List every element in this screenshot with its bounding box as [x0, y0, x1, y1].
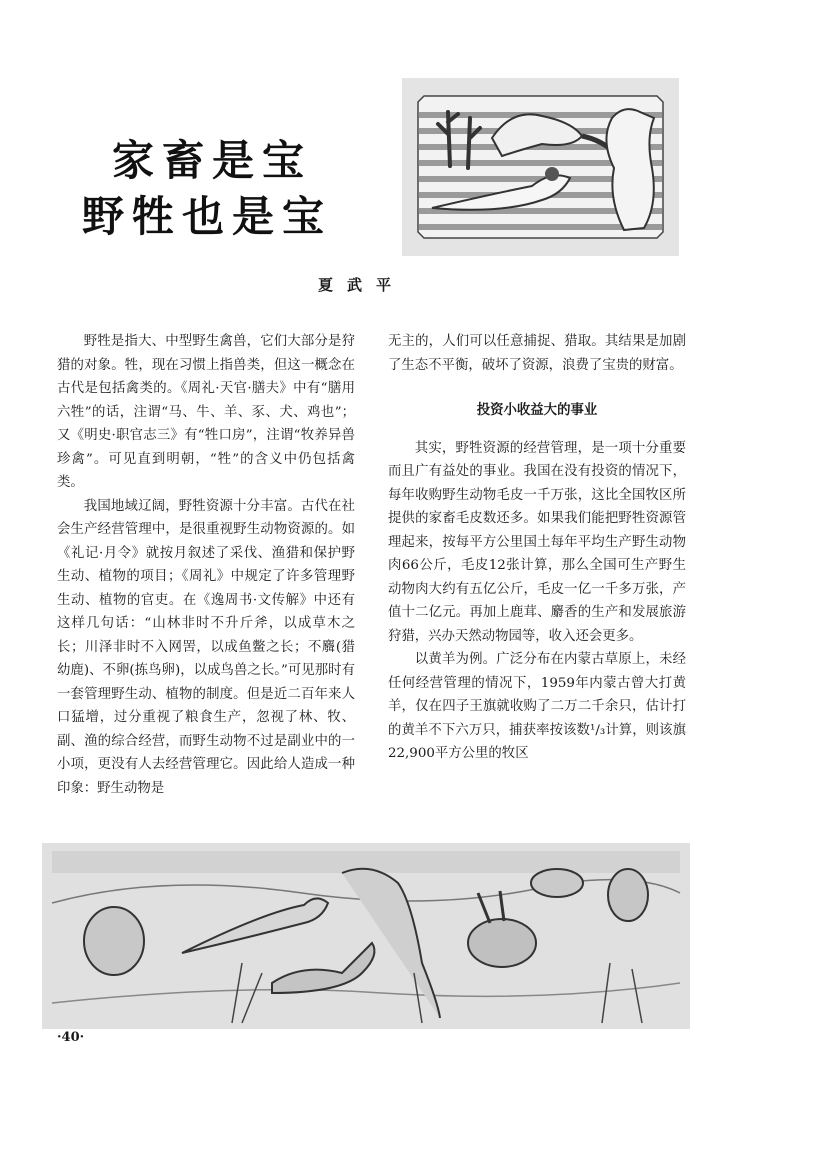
text-column-right	[388, 330, 686, 766]
paragraph-3: 其实，野牲资源的经营管理，是一项十分重要而且广有益处的事业。我国在没有投资的情况下，每年收购野生动物毛皮一千万张，这比全国牧区所提供的家畜毛皮数还多。如果我们能把野牲资源管理起来，按每平方公里国土每年平均生产野生动物肉66公斤，毛皮12张计算，那么全国可生产野生动物肉大约有五亿公斤，毛皮一亿一千多万张，产值十二亿元。再加上鹿茸、麝香的生产和发展旅游狩猎，兴办天然动物园等，收入还会更多。	[388, 440, 686, 644]
marmot-icon	[84, 907, 144, 975]
bottom-illustration	[42, 843, 690, 1029]
paragraph-2: 我国地域辽阔，野牲资源十分丰富。古代在社会生产经营管理中，是很重视野生动物资源的。如《礼记·月令》就按月叙述了采伐、渔猎和保护野生动、植物的项目；《周礼》中规定了许多管理野生动、植物的官吏。在《逸周书·文传解》中还有这样几句话：“山林非时不升斤斧，以成草木之长；川泽非时不入网罟，以成鱼鳖之长；不麛(猎幼鹿)、不卵(拣鸟卵)，以成鸟兽之长。”可见那时有一套管理野生动、植物的制度。但是近二百年来人口猛增，过分重视了粮食生产，忽视了林、牧、副、渔的综合经营，而野生动物不过是副业中的一小项，更没有人去经营管理它。因此给人造成一种印象：野生动物是	[57, 498, 355, 796]
top-illustration	[402, 78, 679, 256]
hare-icon-2	[531, 869, 583, 897]
author-name: 夏武平	[318, 276, 406, 294]
text-column-left	[57, 330, 355, 800]
wildlife-products-illustration	[402, 78, 679, 256]
paragraph-1: 野牲是指大、中型野生禽兽，它们大部分是狩猎的对象。牲，现在习惯上指兽类，但这一概念在古代是包括禽类的。《周礼·天官·膳夫》中有“膳用六牲”的话，注谓“马、牛、羊、豕、犬、鸡也”；又《明史·职官志三》有“牲口房”，注谓“牧养异兽珍禽”。可见直到明朝，“牲”的含义中仍包括禽类。	[57, 334, 355, 490]
title-line-2: 野牲也是宝	[82, 192, 333, 241]
title-line-1: 家畜是宝	[112, 136, 313, 185]
section-heading: 投资小收益大的事业	[476, 402, 598, 418]
hare-icon	[468, 919, 536, 967]
page-number: ·40·	[57, 1030, 85, 1045]
squirrel-icon	[608, 869, 648, 921]
paragraph-4: 以黄羊为例。广泛分布在内蒙古草原上，未经任何经营管理的情况下，1959年内蒙古曾大打黄羊，仅在四子王旗就收购了二万二千余只，估计打的黄羊不下六万只，捕获率按该数¹/₃计算，则该旗22,900平方公里的牧区	[388, 652, 686, 761]
paragraph-continued: 无主的，人们可以任意捕捉、猎取。其结果是加剧了生态不平衡，破坏了资源，浪费了宝贵的财富。	[388, 334, 686, 373]
wild-animals-scene	[42, 843, 690, 1029]
